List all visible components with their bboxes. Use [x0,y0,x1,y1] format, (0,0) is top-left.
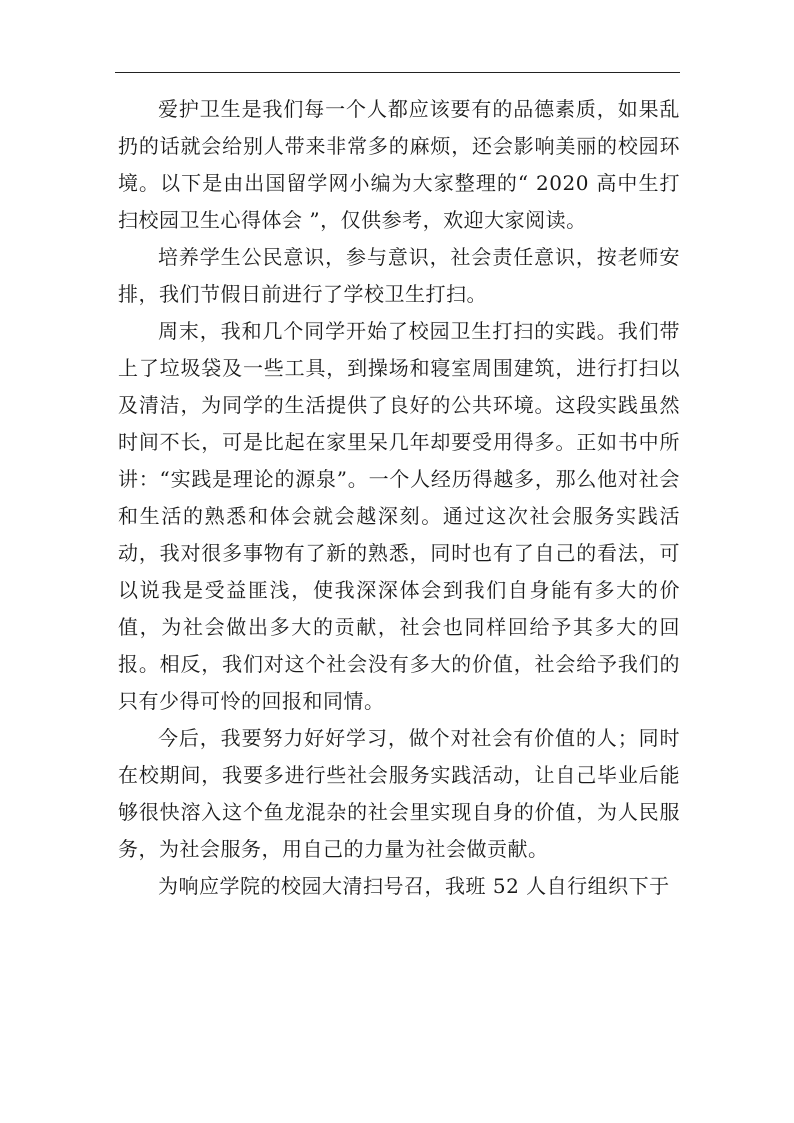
paragraph-intro: 爱护卫生是我们每一个人都应该要有的品德素质，如果乱扔的话就会给别人带来非常多的麻烦，还会影响美丽的校园环境。以下是由出国留学网小编为大家整理的“ 2020 高中生打扫校园卫生心得体会 ”，仅供参考，欢迎大家阅读。 [118,97,680,232]
paragraph-weekend-practice: 周末，我和几个同学开始了校园卫生打扫的实践。我们带上了垃圾袋及一些工具，到操场和寝室周围建筑，进行打扫以及清洁，为同学的生活提供了良好的公共环境。这段实践虽然时间不长，可是比起在家里呆几年却要受用得多。正如书中所讲：“实践是理论的源泉”。一个人经历得越多，那么他对社会和生活的熟悉和体会就会越深刻。通过这次社会服务实践活动，我对很多事物有了新的熟悉，同时也有了自己的看法，可以说我是受益匪浅，使我深深体会到我们自身能有多大的价值，为社会做出多大的贡献，社会也同样回给予其多大的回报。相反，我们对这个社会没有多大的价值，社会给予我们的只有少得可怜的回报和同情。 [118,319,680,713]
paragraph-civic-awareness: 培养学生公民意识，参与意识，社会责任意识，按老师安排，我们节假日前进行了学校卫生打扫。 [118,245,680,306]
document-body [118,91,680,905]
header-rule [115,72,680,73]
paragraph-future-plans: 今后，我要努力好好学习，做个对社会有价值的人；同时在校期间，我要多进行些社会服务实践活动，让自己毕业后能够很快溶入这个鱼龙混杂的社会里实现自身的价值，为人民服务，为社会服务，用自己的力量为社会做贡献。 [118,726,680,861]
paragraph-campus-cleanup: 为响应学院的校园大清扫号召，我班 52 人自行组织下于 [158,874,670,898]
